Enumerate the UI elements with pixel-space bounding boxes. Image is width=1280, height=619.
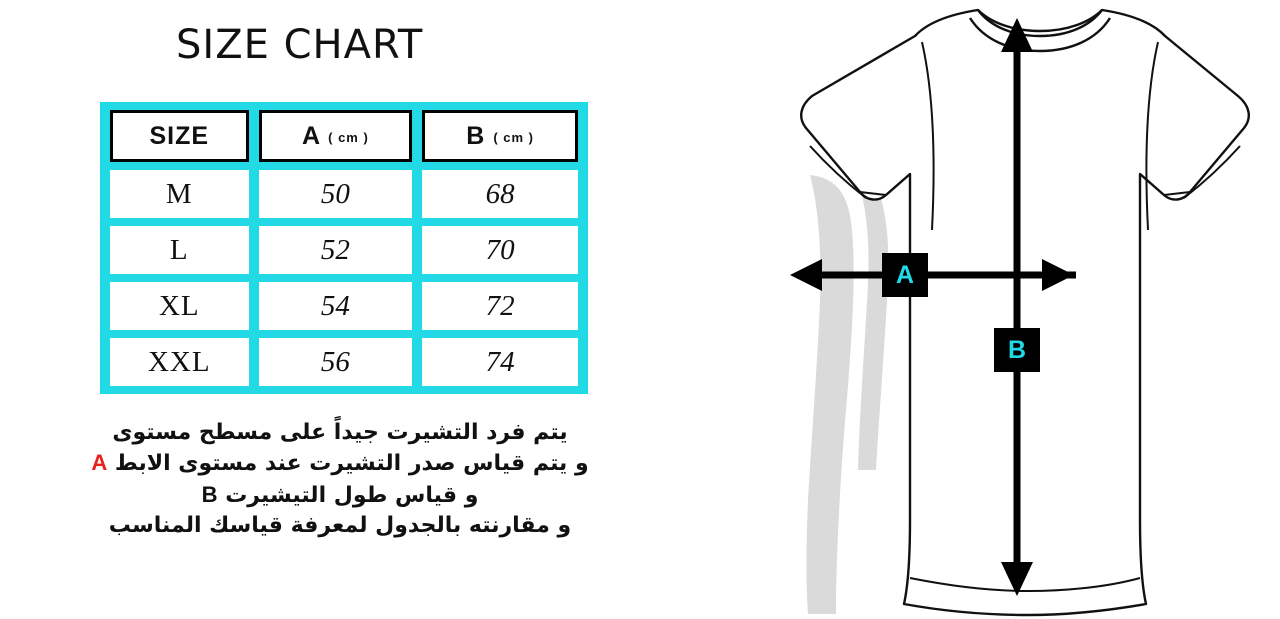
table-row: [110, 338, 578, 386]
label-b-badge: B: [994, 328, 1040, 372]
instruction-line-3: [20, 480, 660, 511]
label-a-badge: A: [882, 253, 928, 297]
page-title: SIZE CHART: [176, 22, 424, 68]
cell-b: 70: [422, 226, 578, 274]
column-header-b-label: B: [466, 121, 486, 150]
cell-a: 54: [259, 282, 413, 330]
instruction-line-4: و مقارنته بالجدول لمعرفة قياسك المناسب: [108, 513, 572, 539]
column-header-size-label: SIZE: [149, 121, 210, 150]
table-row: [110, 170, 578, 218]
cell-size: XL: [110, 282, 249, 330]
table-row: [110, 282, 578, 330]
cell-b: 74: [422, 338, 578, 386]
cell-b: 72: [422, 282, 578, 330]
tshirt-outline-svg: [660, 0, 1280, 619]
column-header-a-unit: ( cm ): [328, 129, 369, 145]
size-chart-table: [100, 102, 588, 394]
cell-a: 52: [259, 226, 413, 274]
instruction-line-2-text: و يتم قياس صدر التشيرت عند مستوى الابط: [114, 451, 589, 477]
instruction-mark-a: A: [91, 450, 108, 476]
instruction-mark-b: B: [201, 481, 218, 507]
column-header-a: [259, 110, 413, 162]
instruction-line-1: يتم فرد التشيرت جيداً على مسطح مستوى: [112, 420, 568, 445]
cell-size: M: [110, 170, 249, 218]
arrow-a-head-left: [790, 259, 822, 291]
table-header-row: [110, 110, 578, 162]
tshirt-diagram: [660, 0, 1280, 619]
column-header-b: [422, 110, 578, 162]
instruction-line-2: [20, 448, 660, 479]
cell-a: 56: [259, 338, 413, 386]
cell-a: 50: [259, 170, 413, 218]
column-header-size: [110, 110, 249, 162]
cell-size: L: [110, 226, 249, 274]
cell-b: 68: [422, 170, 578, 218]
body-shadow-shape: [807, 175, 889, 614]
table-row: [110, 226, 578, 274]
column-header-b-unit: ( cm ): [493, 129, 534, 145]
instruction-line-3-text: و قياس طول التيشيرت: [225, 482, 479, 508]
measurement-instructions: [20, 418, 660, 541]
cell-size: XXL: [110, 338, 249, 386]
column-header-a-label: A: [302, 121, 321, 150]
